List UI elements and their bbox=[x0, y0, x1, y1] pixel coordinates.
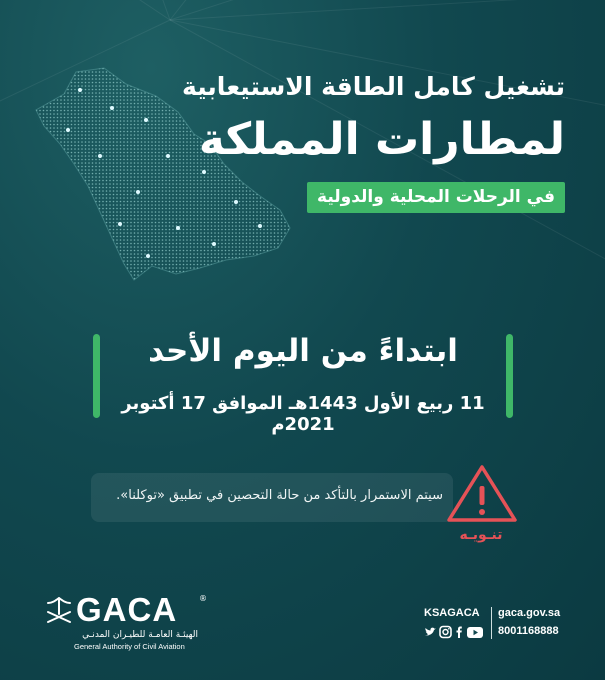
logo-english-name: General Authority of Civil Aviation bbox=[74, 642, 185, 651]
notice-text: سيتم الاستمرار بالتأكد من حالة التحصين في تطبيق «توكلنا». bbox=[116, 488, 443, 503]
website-link[interactable]: gaca.gov.sa bbox=[498, 607, 561, 619]
contact-block bbox=[424, 607, 574, 647]
social-handle[interactable]: KSAGACA bbox=[424, 607, 480, 619]
flights-tag: في الرحلات المحلية والدولية bbox=[307, 182, 565, 213]
logo-arabic-name: الهيئـة العامـة للطيـران المدنـي bbox=[82, 630, 198, 640]
accent-bar-left bbox=[93, 334, 100, 418]
instagram-icon[interactable] bbox=[440, 627, 451, 638]
start-date-detail: 11 ربيع الأول 1443هـ الموافق 17 أكتوبر 2021م bbox=[121, 393, 485, 435]
logo-wordmark: GACA bbox=[76, 591, 178, 628]
youtube-icon[interactable] bbox=[467, 627, 483, 638]
palm-swords-emblem-icon bbox=[44, 596, 74, 624]
headline-line-1: تشغيل كامل الطاقة الاستيعابية bbox=[182, 72, 565, 101]
notice-box bbox=[91, 473, 453, 522]
social-icons bbox=[424, 625, 486, 639]
notice-label: تنـويـه bbox=[459, 527, 503, 543]
gaca-logo bbox=[44, 591, 207, 652]
headline-line-2: لمطارات المملكة bbox=[198, 114, 565, 165]
registered-mark: ® bbox=[199, 594, 207, 603]
start-date-heading: ابتداءً من اليوم الأحد bbox=[148, 333, 458, 369]
warning-triangle-icon bbox=[444, 462, 520, 526]
accent-bar-right bbox=[506, 334, 513, 418]
twitter-icon[interactable] bbox=[425, 628, 436, 636]
facebook-icon[interactable] bbox=[457, 627, 462, 639]
phone-number[interactable]: 8001168888 bbox=[498, 625, 559, 637]
contact-divider bbox=[491, 607, 492, 639]
